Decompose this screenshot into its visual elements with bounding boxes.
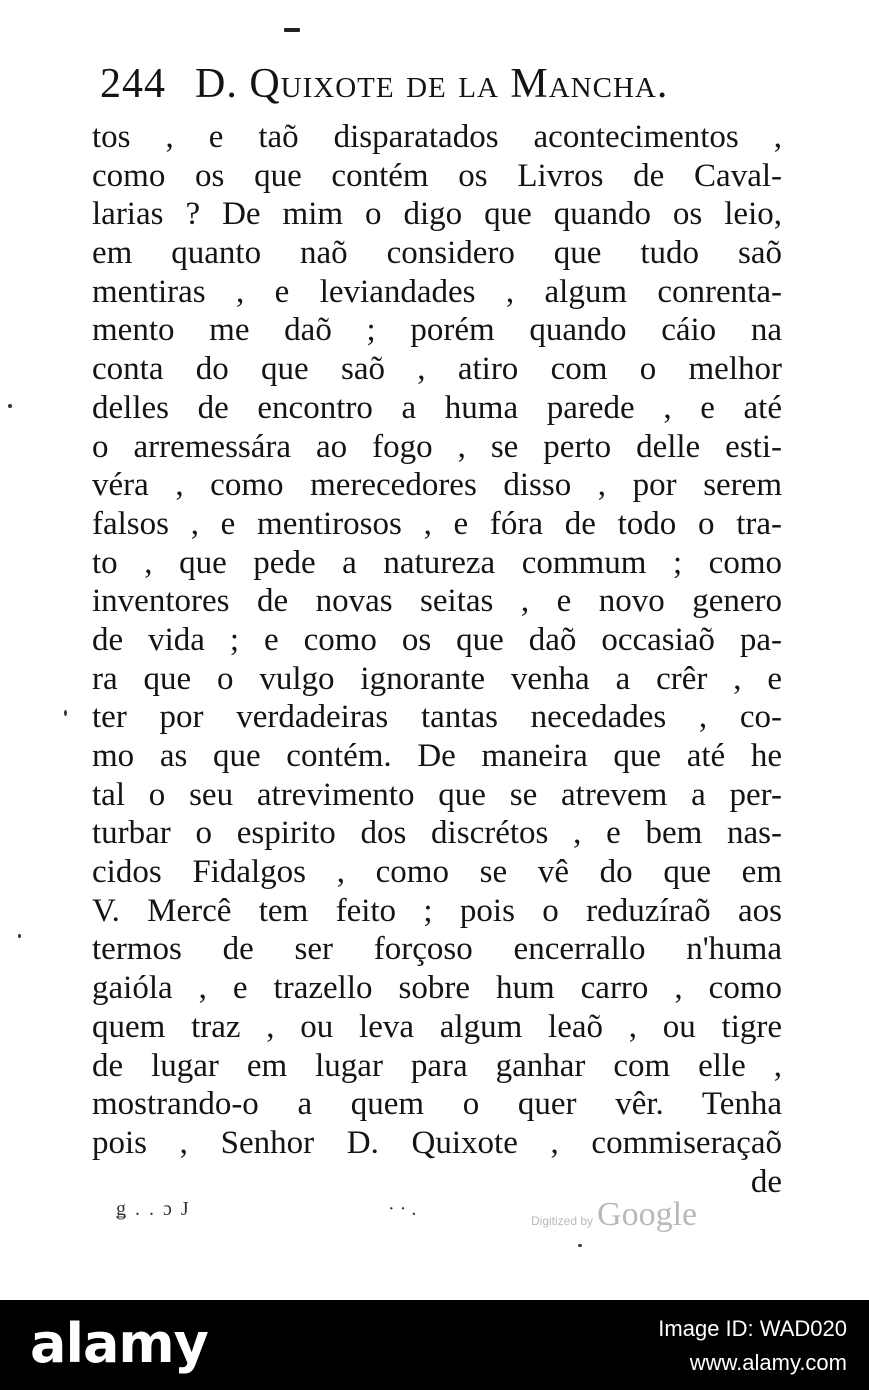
watermark-url: www.alamy.com xyxy=(689,1350,847,1375)
running-header xyxy=(100,54,700,114)
ink-mark xyxy=(284,28,300,32)
text-line: em quanto naõ considero que tudo saõ xyxy=(92,235,782,272)
alamy-logo: alamy xyxy=(30,1312,208,1375)
speck xyxy=(8,404,12,408)
text-line: mentiras , e leviandades , algum conrenta- xyxy=(92,273,782,310)
text-line: turbar o espirito dos discrétos , e bem nas- xyxy=(92,815,782,852)
body-text xyxy=(92,118,792,1201)
text-line: cidos Fidalgos , como se vê do que em xyxy=(92,854,782,891)
text-line: tal o seu atrevimento que se atrevem a per- xyxy=(92,776,782,813)
text-line: mostrando-o a quem o quer vêr. Tenha xyxy=(92,1086,782,1123)
text-line: falsos , e mentirosos , e fóra de todo o tra- xyxy=(92,505,782,542)
footer-ink-marks: ǥ . . ɔ J xyxy=(116,1198,191,1220)
speck xyxy=(578,1244,582,1247)
page-number: 244 xyxy=(100,61,166,107)
text-line: quem traz , ou leva algum leaõ , ou tigre xyxy=(92,1008,782,1045)
image-id: Image ID: WAD020 xyxy=(658,1316,847,1341)
digitized-prefix: Digitized by xyxy=(531,1214,594,1228)
catchword: de xyxy=(750,1163,782,1200)
text-line: véra , como merecedores disso , por serem xyxy=(92,467,782,504)
speck xyxy=(64,710,67,716)
speck xyxy=(18,934,21,938)
text-line: termos de ser forçoso encerrallo n'huma xyxy=(92,931,782,968)
text-line: delles de encontro a huma parede , e até xyxy=(92,389,782,426)
text-line: larias ? De mim o digo que quando os leio, xyxy=(92,196,782,233)
text-line: gaióla , e trazello sobre hum carro , como xyxy=(92,970,782,1007)
google-wordmark: Google xyxy=(597,1196,698,1233)
text-line: conta do que saõ , atiro com o melhor xyxy=(92,351,782,388)
watermark-bar xyxy=(0,1300,869,1390)
footer-ink-dots: · · . xyxy=(388,1198,417,1220)
text-line: inventores de novas seitas , e novo genero xyxy=(92,583,782,620)
text-line: de lugar em lugar para ganhar com elle , xyxy=(92,1047,782,1084)
text-line: pois , Senhor D. Quixote , commiseraçaõ xyxy=(92,1124,782,1161)
text-line: to , que pede a natureza commum ; como xyxy=(92,544,782,581)
text-line: ter por verdadeiras tantas necedades , co- xyxy=(92,699,782,736)
running-head-title: D. Quixote de la Mancha. xyxy=(195,61,669,107)
text-line: o arremessára ao fogo , se perto delle esti- xyxy=(92,428,782,465)
digitized-by-google xyxy=(531,1196,697,1234)
text-line: ra que o vulgo ignorante venha a crêr , e xyxy=(92,660,782,697)
text-line: V. Mercê tem feito ; pois o reduzíraõ aos xyxy=(92,892,782,929)
text-line: como os que contém os Livros de Caval- xyxy=(92,157,782,194)
text-line: tos , e taõ disparatados acontecimentos , xyxy=(92,119,782,155)
text-line: de vida ; e como os que daõ occasiaõ pa- xyxy=(92,621,782,658)
text-line: mo as que contém. De maneira que até he xyxy=(92,738,782,774)
text-line: mento me daõ ; porém quando cáio na xyxy=(92,312,782,349)
